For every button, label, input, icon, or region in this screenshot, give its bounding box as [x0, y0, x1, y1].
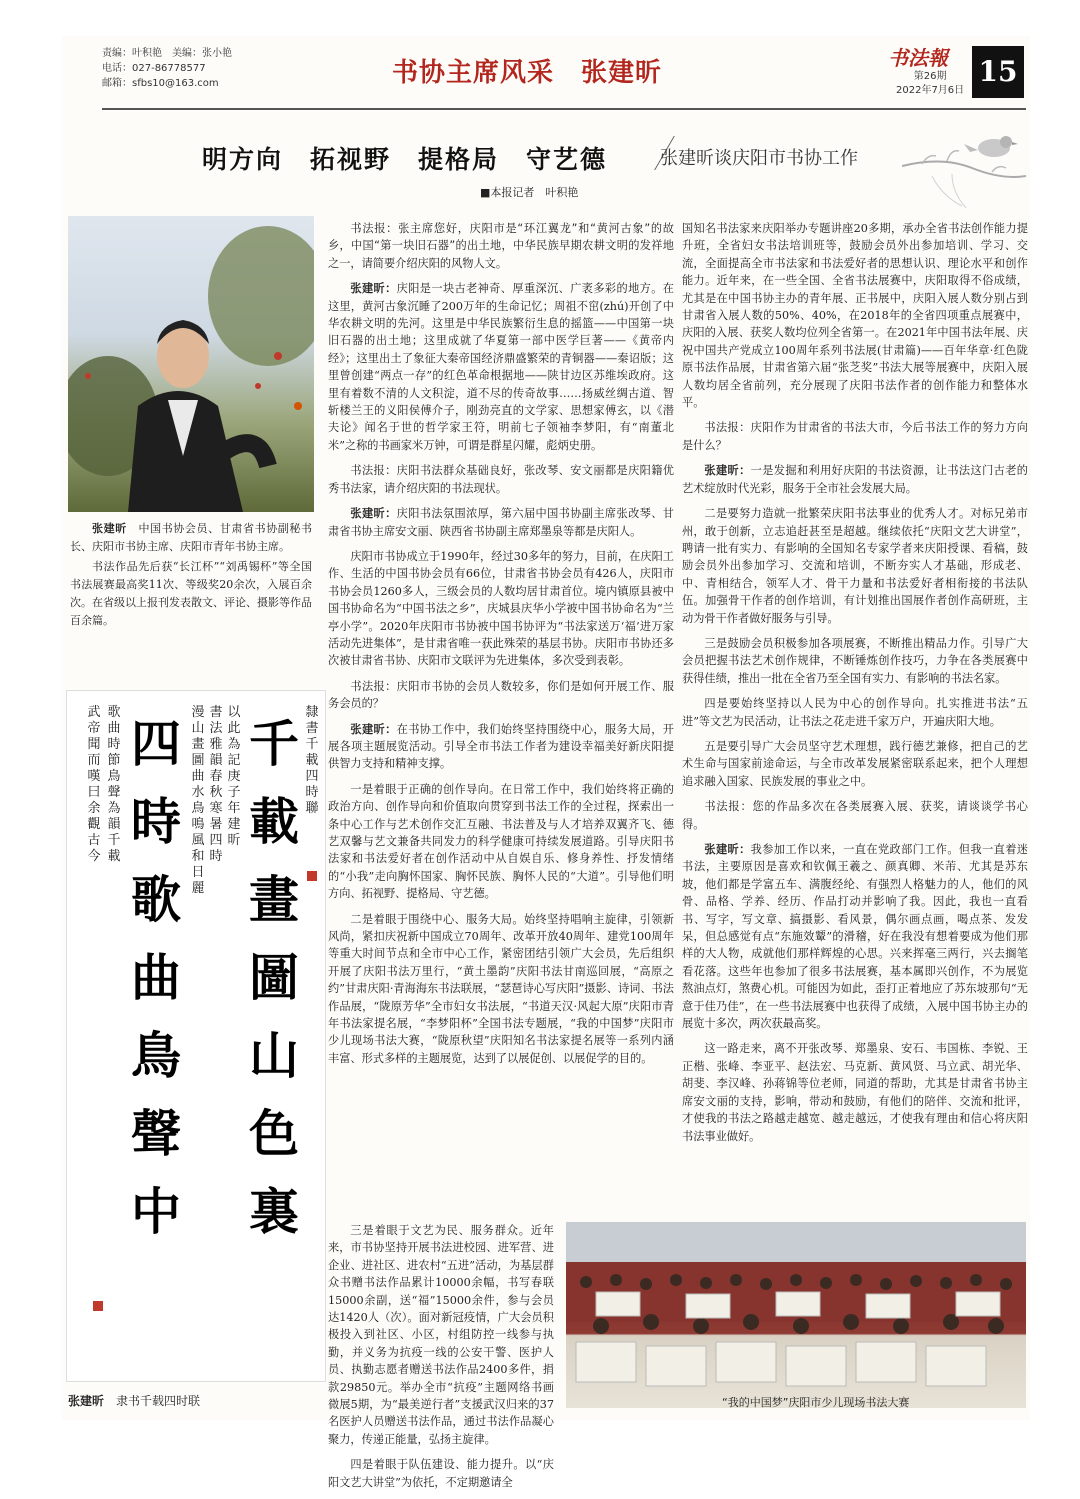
answer-3-speaker: 张建昕： [350, 722, 397, 736]
calligraphy-inscription-left: 武帝聞而嘆曰余觀古今 [87, 705, 101, 864]
answer-3 [328, 721, 674, 773]
article-subheadline: 张建昕谈庆阳市书协工作 [660, 148, 858, 169]
answer-4 [682, 462, 1028, 497]
portrait-illustration [68, 216, 314, 512]
answer-3c: 二是着眼于围绕中心、服务大局。始终坚持唱响主旋律，引领新风尚，紧扣庆祝新中国成立70周年、改革开放40周年、建党100周年等重大时间节点和全市中心工作，紧密团结引领广大会员，先后组织开展了庆阳书法万里行，“黄土墨韵”庆阳书法甘南巡回展，“高原之约”甘肃庆阳·青海海东书法联展，“瑟琶诗心写庆阳”摄影、诗词、书法作品展，“陇原芳华”全市妇女书法展，“书道天汉·风起大原”庆阳市青年书法家提名展，“李梦阳杯”全国书法专题展，“我的中国梦”庆阳市少儿现场书法大赛，“陇原秋望”庆阳知名书法家提名展等一系列内涵丰富、形式多样的主题展览，达到了以展促创、以展促学的目的。 [328, 912, 674, 1065]
calligraphy-caption-name: 张建昕 [68, 1394, 105, 1408]
answer-5-speaker: 张建昕： [704, 843, 751, 856]
answer-2-speaker: 张建昕： [350, 507, 397, 521]
header-rule [102, 108, 1026, 110]
answer-3-text: 在书协工作中，我们始终坚持围绕中心，服务大局，开展各项主题展览活动。引导全市书法工作者为建设幸福美好新庆阳提供智力支持和精神支撑。 [328, 722, 674, 771]
answer-1-text: 庆阳是一块古老神奇、厚重深沉、广袤多彩的地方。在这里，黄河古象沉睡了200万年的生命记忆；周祖不窋(zhú)开创了中华农耕文明的先河。这里是中华民族繁衍生息的摇篮——中国第一块旧石器的出土地；这里成就了华夏第一部中医学巨著——《黄帝内经》；这里出土了象征大秦帝国经济鼎盛繁荣的青铜器——秦诏版；这里曾创建“两点一存”的红色革命根据地——陕甘边区苏维埃政府。这里有着数不清的人文积淀，道不尽的传奇故事……扬威丝绸古道、智斩楼兰王的义阳侯傅介子，刚劲亮直的文学家、思想家傅玄，以《潜夫论》闻名于世的哲学家王符，明前七子领袖李梦阳，有“南董北米”之称的书画家米万钟，可谓是群星闪耀，彪炳史册。 [328, 282, 674, 452]
answer-5-text: 我参加工作以来，一直在党政部门工作。但我一直着迷书法，主要原因是喜欢和钦佩王羲之、颜真卿、米芾、尤其是苏东坡，他们都是学富五车、满腹经纶、有强烈人格魅力的人，他们的风骨、品格、学养、经历、作品打动并影响了我。因此，我也一直看书、写字，写文章、搞摄影、看风景，偶尔画点画，喝点茶、发发呆，但总感觉有点“东施效颦”的滑稽，好在我没有想着要成为他们那样的大人物，成就他们那样辉煌的心思。兴来挥毫三两行，兴去搁笔看花落。这些年也参加了很多书法展赛，基本属即兴创作，不为展览熬油点灯，煞费心机。可能因为如此，歪打正着地应了苏东坡那句“无意于佳乃佳”，在一些书法展赛中也获得了成绩，入展中国书协主办的展览十多次，两次获最高奖。 [682, 843, 1028, 1031]
calligraphy-couplet [66, 690, 326, 1382]
editor-line: 责编：叶积艳 美编：张小艳 [102, 48, 232, 59]
answer-2-text: 庆阳书法氛围浓厚，第六届中国书协副主席张改琴、甘肃省书协主席安文丽、陕西省书协副主席郑墨泉等都是庆阳人。 [328, 507, 674, 538]
answer-4-text: 一是发掘和利用好庆阳的书法资源，让书法这门古老的艺术绽放时代光彩，服务于全市社会发展大局。 [682, 464, 1028, 495]
issue-date: 2022年7月6日 [896, 85, 965, 96]
answer-3b: 一是着眼于正确的创作导向。在日常工作中，我们始终将正确的政治方向、创作导向和价值取向贯穿到书法工作的全过程，探索出一条中心工作与艺术创作交汇互融、书法普及与人才培养双翼齐飞、德艺双馨与艺文兼备共同发力的科学健康可持续发展道路。引导庆阳书法家和书法爱好者在创作活动中从自娱自乐、修身养性、抒发情绪的“小我”走向胸怀国家、胸怀民族、胸怀人民的“大道”。引导他们明方向、拓视野、提格局、守艺德。 [328, 782, 674, 901]
answer-1 [328, 280, 674, 454]
issue-info [896, 70, 964, 98]
photo-caption: “我的中国梦”庆阳市少儿现场书法大赛 [722, 1396, 910, 1409]
calligraphy-inscription-mid-3: 以此為記庚子年建昕 [227, 705, 241, 848]
article-column-1 [328, 220, 674, 1075]
competition-photo [566, 1222, 1026, 1408]
red-seal-right [307, 871, 317, 881]
portrait-photo [68, 216, 314, 512]
calligraphy-inscription-mid-2: 書法雅韻春秋寒暑四時 [209, 705, 223, 864]
question-1: 书法报：张主席您好，庆阳市是“环江翼龙”和“黄河古象”的故乡，中国“第一块旧石器”的出土地，中华民族早期农耕文明的发祥地之一，请简要介绍庆阳的风物人文。 [328, 222, 674, 270]
issue-number: 第26期 [913, 71, 947, 82]
page-number: 15 [972, 46, 1024, 98]
question-3: 书法报：庆阳市书协的会员人数较多，你们是如何开展工作、服务会员的？ [328, 679, 674, 711]
article-headline: 明方向 拓视野 提格局 守艺德 [202, 145, 608, 174]
phone-line: 电话：027-86778577 [102, 63, 206, 74]
bio-text-2: 书法作品先后获“长江杯”“刘禹锡杯”等全国书法展赛最高奖11次、等级奖20余次，入展百余次。在省级以上报刊发表散文、评论、摄影等作品百余篇。 [70, 560, 312, 627]
question-5: 书法报：您的作品多次在各类展赛入展、获奖，请谈谈学书心得。 [682, 800, 1028, 831]
calligraphy-caption-title: 隶书千载四时联 [116, 1394, 201, 1408]
answer-4d: 四是要始终坚持以人民为中心的创作导向。扎实推进书法“五进”等文艺为民活动，让书法之花走进千家万户，开遍庆阳大地。 [682, 697, 1028, 728]
red-seal-left [93, 1301, 103, 1311]
answer-2b: 庆阳市书协成立于1990年，经过30多年的努力，目前，在庆阳工作、生活的中国书协会员有66位，甘肃省书协会员有426人，庆阳市书协会员1260多人，三级会员的人数均居甘肃首位。境内镇原县被中国书协命名为“中国书法之乡”，庆城县庆华小学被中国书协命名为“兰亭小学”。2020年庆阳市书协被中国书协评为“书法家送万‘福’进万家活动先进集体”，是甘肃省唯一获此殊荣的基层书协。庆阳市书协还多次被甘肃省书协、庆阳市文联评为先进集体，多次受到表彰。 [328, 549, 674, 668]
calligraphy-inscription-left-2: 歌曲時節鳥聲為韻千載 [107, 705, 121, 864]
answer-2 [328, 505, 674, 540]
question-4: 书法报：庆阳作为甘肃省的书法大市，今后书法工作的努力方向是什么？ [682, 421, 1028, 452]
newspaper-page [62, 36, 1030, 1489]
answer-5 [682, 841, 1028, 1032]
answer-3e: 四是着眼于队伍建设、能力提升。以“庆阳文艺大讲堂”为依托，不定期邀请全 [328, 1458, 554, 1489]
article-column-1-bottom [328, 1222, 554, 1499]
masthead-logo: 书法報 [888, 46, 948, 70]
email-line: 邮箱：sfbs10@163.com [102, 78, 219, 89]
byline: ■本报记者 叶积艳 [480, 186, 579, 199]
answer-5b: 这一路走来，离不开张改琴、郑墨泉、安石、韦国栋、李锐、王正楷、张峰、李亚平、赵法宏、马克新、黄风贤、马立武、胡光华、胡斐、李汉峰、孙蒋锦等位老师，同道的帮助，尤其是甘肃省书协主席安文丽的支持，影响，带动和鼓励，有他们的陪伴、交流和批评，才使我的书法之路越走越宽、越走越远，才使我有理由和信心将庆阳书法事业做好。 [682, 1042, 1028, 1143]
answer-4b: 二是要努力造就一批繁荣庆阳书法事业的优秀人才。对标兄弟市州，敢于创新，立志追赶甚至是超越。继续依托“庆阳文艺大讲堂”，聘请一批有实力、有影响的全国知名专家学者来庆阳授课、看稿，鼓励会员外出参加学习、交流和培训，不断夯实人才基础，形成老、中、青相结合，领军人才、骨干力量和书法爱好者相衔接的书法队伍。加强骨干作者的创作培训，有计划推出国展作者创作高研班，主动为骨干作者做好服务与引导。 [682, 507, 1028, 625]
article-column-2 [682, 220, 1028, 1153]
answer-1-speaker: 张建昕： [350, 282, 397, 296]
question-2: 书法报：庆阳书法群众基础良好，张改琴、安文丽都是庆阳籍优秀书法家，请介绍庆阳的书法现状。 [328, 464, 674, 495]
answer-4e: 五是要引导广大会员坚守艺术理想，践行德艺兼修，把自己的艺术生命与国家前途命运，与全市改革发展紧密联系起来，把个人理想追求融入国家、民族发展的事业之中。 [682, 739, 1028, 788]
column-2-continuation: 国知名书法家来庆阳举办专题讲座20多期，承办全省书法创作能力提升班，全省妇女书法培训班等，鼓励会员外出参加培训、学习、交流，全面提高全市书法家和书法爱好者的思想认识、理论水平和创作能力。近年来，在一些全国、全省书法展赛中，庆阳取得不俗成绩，尤其是在中国书协主办的青年展、正书展中，庆阳入展人数分别占到甘肃省入展人数的50%、40%，在2018年的全省四项重点展赛中，庆阳的入展、获奖人数均位列全省第一。在2021年中国书法年展、庆祝中国共产党成立100周年系列书法展(甘肃篇)——百年华章·红色陇原书法作品展，甘肃省第六届“张芝奖”书法大展等展赛中，庆阳入展人数均居全省前列，充分展现了庆阳书法作者的创作能力和整体水平。 [682, 222, 1028, 410]
answer-4c: 三是鼓励会员积极参加各项展赛，不断推出精品力作。引导广大会员把握书法艺术创作规律，不断锤炼创作技巧，力争在各类展赛中获得佳绩，推出一批在全省乃至全国有实力、有影响的书法名家。 [682, 636, 1028, 685]
bio-text-1: 中国书协会员、甘肃省书协副秘书长、庆阳市书协主席、庆阳市青年书协主席。 [70, 522, 313, 553]
crowd-illustration [566, 1222, 1026, 1408]
calligraphy-inscription-mid: 漫山畫圖曲水鳥鳴風和日麗 [191, 705, 205, 896]
couplet-line-2: 四時歌曲鳥聲中 [131, 714, 181, 1241]
couplet-line-1: 千載畫圖山色裏 [249, 714, 299, 1241]
answer-4-speaker: 张建昕： [704, 464, 751, 478]
bio-name: 张建昕 [92, 522, 127, 535]
section-title: 书协主席风采 张建昕 [392, 58, 663, 88]
bio-caption [70, 520, 312, 632]
calligraphy-caption [68, 1392, 200, 1409]
calligraphy-inscription-right: 隸書千載四時聯 [305, 705, 319, 816]
answer-3d: 三是着眼于文艺为民、服务群众。近年来，市书协坚持开展书法进校园、进军营、进企业、进社区、进农村“五进”活动，为基层群众书赠书法作品累计10000余幅，书写春联15000余副，送“福”15000余件，参与会员达1420人（次）。面对新冠疫情，广大会员积极投入到社区、小区，村组防控一线参与执勤，并义务为抗疫一线的公安干警、医护人员、执勤志愿者赠送书法作品2400多件，捐款29850元。举办全市“抗疫”主题网络书画微展5期，为“最美逆行者”支援武汉归来的37名医护人员赠送书法作品，通过书法作品凝心聚力，传递正能量，弘扬主旋律。 [328, 1224, 554, 1446]
bird-branch-illustration [902, 106, 1026, 216]
editor-info [102, 46, 232, 91]
